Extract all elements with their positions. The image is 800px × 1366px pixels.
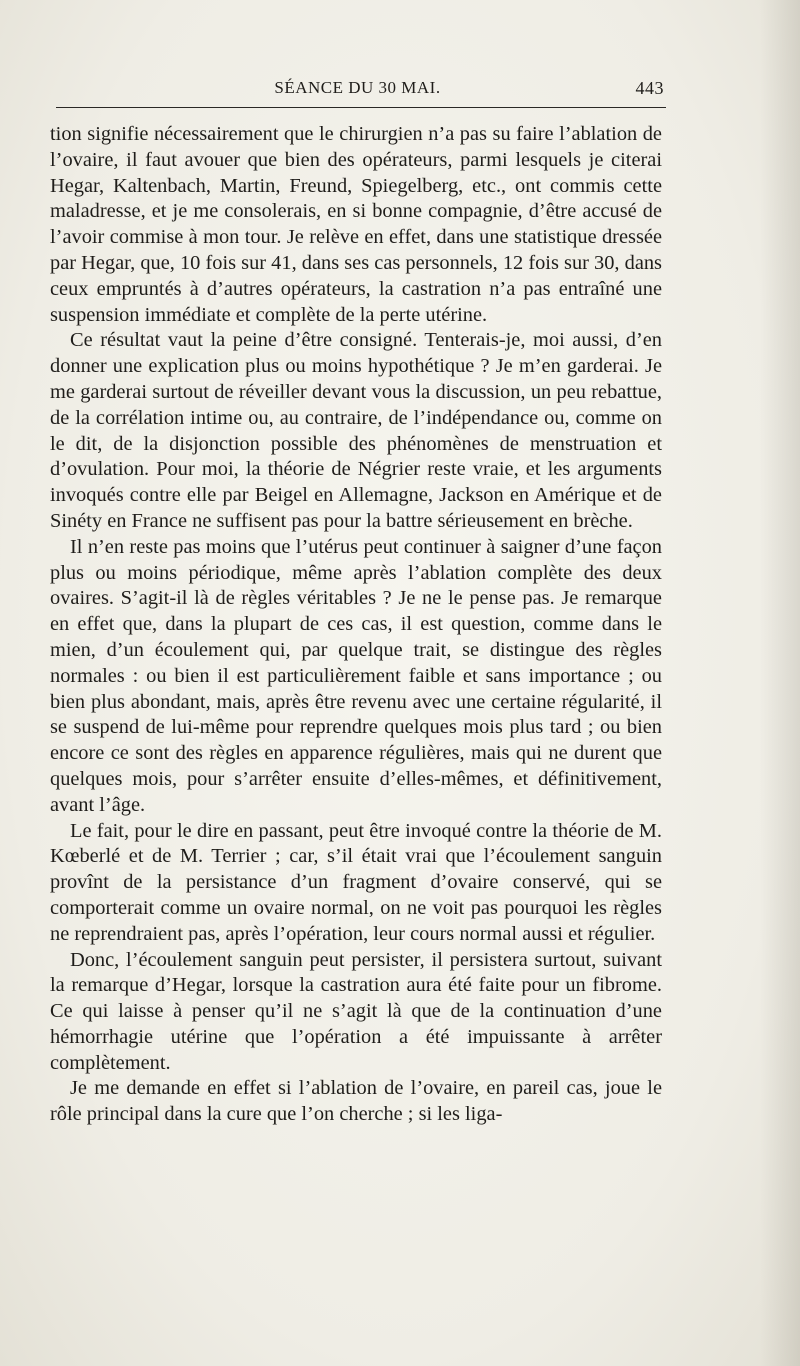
paragraph: Donc, l’écoulement sanguin peut persister, il persistera surtout, suivant la remarque d’Hegar, lorsque la castration aura été faite pour un fibrome. Ce qui laisse à penser qu’il ne s’agit là que de la continuation d’une hémorrhagie utérine que l’opération a été impuissante à arrêter complètement. (50, 948, 662, 1074)
paragraph: Ce résultat vaut la peine d’être consigné. Tenterais-je, moi aussi, d’en donner une explication plus ou moins hypothétique ? Je m’en garderai. Je me garderai surtout de réveiller devant vous la discussion, un peu rebattue, de la corrélation intime ou, au contraire, de l’indépendance ou, comme on le dit, de la disjonction possible des phénomènes de menstruation et d’ovulation. Pour moi, la théorie de Négrier reste vraie, et les arguments invoqués contre elle par Beigel en Allemagne, Jackson en Amérique et de Sinéty en France ne suffisent pas pour la battre sérieusement en brèche. (50, 329, 662, 532)
page-header (55, 78, 664, 102)
header-rule (56, 107, 666, 108)
paragraph: tion signifie nécessairement que le chirurgien n’a pas su faire l’ablation de l’ovaire, il faut avouer que bien des opérateurs, parmi lesquels je citerai Hegar, Kaltenbach, Martin, Freund, Spiegelberg, etc., ont commis cette maladresse, et je me consolerais, en si bonne compagnie, d’être accusé de l’avoir commise à mon tour. Je relève en effet, dans une statistique dressée par Hegar, que, 10 fois sur 41, dans ses cas personnels, 12 fois sur 30, dans ceux empruntés à d’autres opérateurs, la castration n’a pas entraîné une suspension immédiate et complète de la perte utérine. (50, 123, 662, 326)
page-edge-shadow (760, 0, 800, 1366)
page-number: 443 (635, 78, 664, 98)
paragraph: Il n’en reste pas moins que l’utérus peut continuer à saigner d’une façon plus ou moins périodique, même après l’ablation complète des deux ovaires. S’agit-il là de règles véritables ? Je ne le pense pas. Je remarque en effet que, dans la plupart de ces cas, il est question, comme dans le mien, d’un écoulement qui, par quelque trait, se distingue des règles normales : ou bien il est particulièrement faible et sans importance ; ou bien plus abondant, mais, après être revenu avec une certaine régularité, il se suspend de lui-même pour reprendre quelques mois plus tard ; ou bien encore ce sont des règles en apparence régulières, mais qui ne durent que quelques mois, pour s’arrêter ensuite d’elles-mêmes, et définitivement, avant l’âge. (50, 535, 662, 816)
body-text (50, 122, 662, 1128)
paragraph: Le fait, pour le dire en passant, peut être invoqué contre la théorie de M. Kœberlé et de M. Terrier ; car, s’il était vrai que l’écoulement sanguin provînt de la persistance d’un fragment d’ovaire conservé, qui se comporterait comme un ovaire normal, on ne voit pas pourquoi les règles ne reprendraient pas, après l’opération, leur cours normal aussi et régulier. (50, 819, 662, 945)
paragraph: Je me demande en effet si l’ablation de l’ovaire, en pareil cas, joue le rôle principal dans la cure que l’on cherche ; si les liga- (50, 1077, 662, 1126)
running-title: SÉANCE DU 30 MAI. (274, 78, 441, 97)
